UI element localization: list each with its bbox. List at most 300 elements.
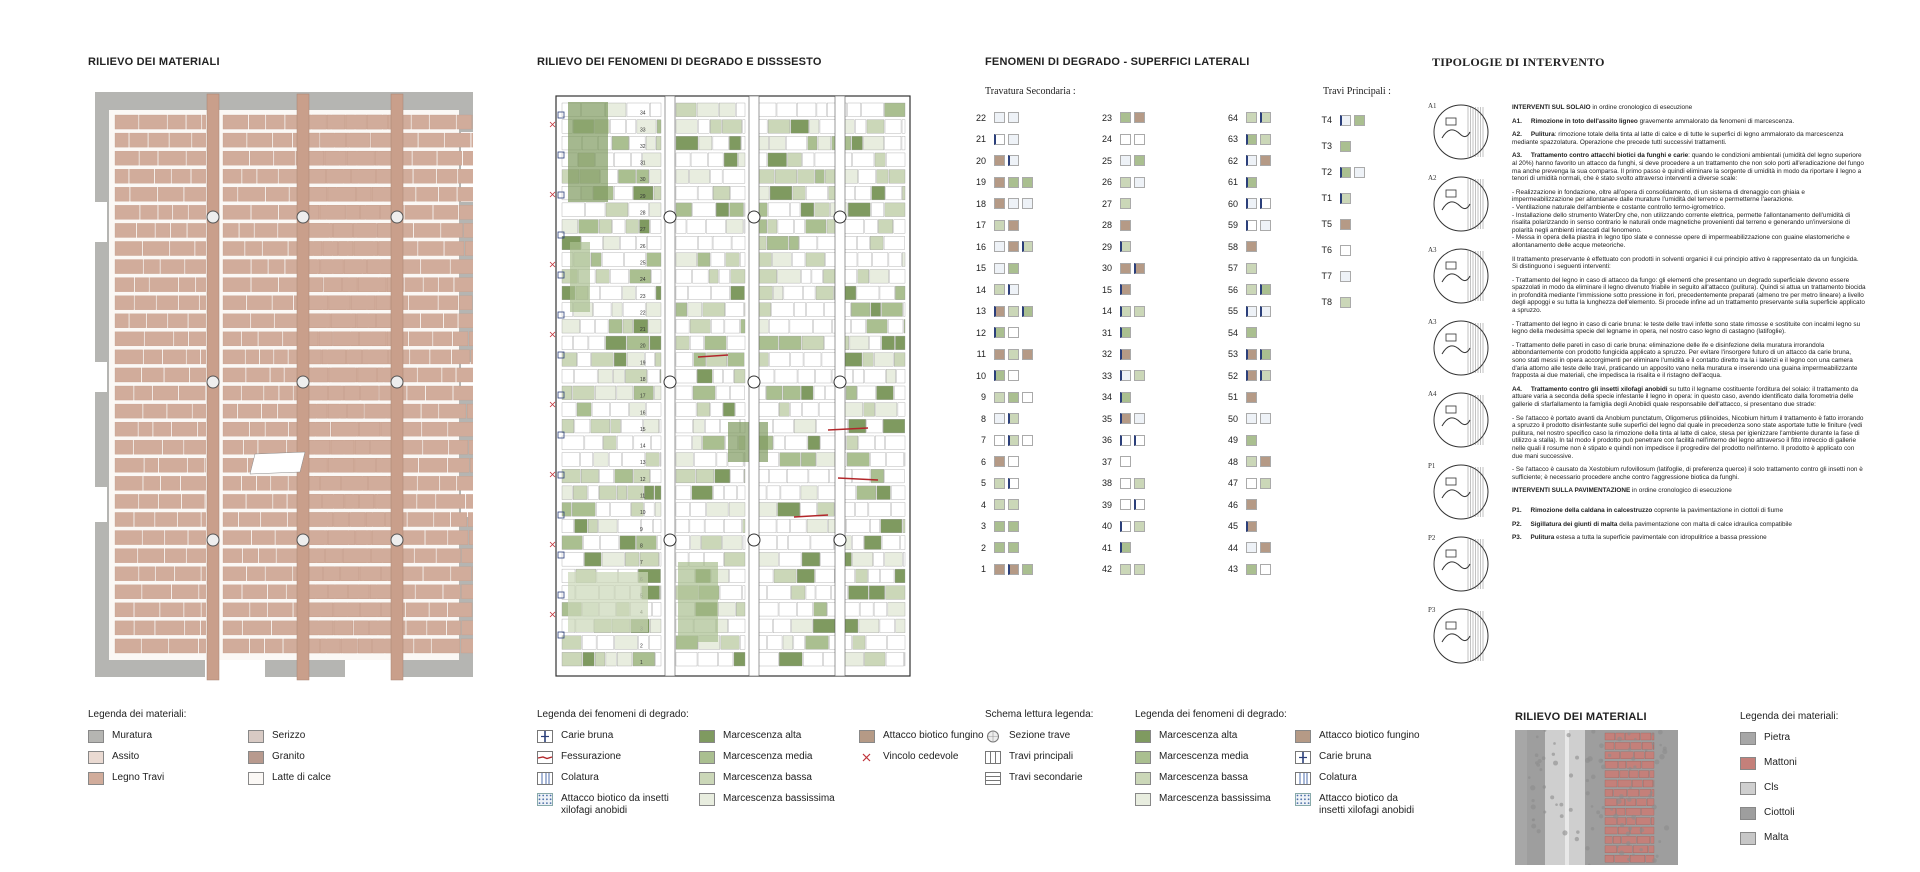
mattone <box>1620 771 1628 778</box>
travatura-number: 13 <box>975 306 986 317</box>
legend-label: Muratura <box>112 730 153 741</box>
travatura-row <box>1310 159 1365 185</box>
degrado-box <box>1120 435 1131 446</box>
joist-board <box>277 549 299 563</box>
degrado-box <box>1022 392 1033 403</box>
joist-board <box>846 519 869 533</box>
joist-board <box>562 203 585 217</box>
joist-board <box>787 469 808 483</box>
joist-board <box>738 486 745 500</box>
joist-board <box>801 203 814 217</box>
joist-board <box>223 440 243 454</box>
ciottolo <box>1596 810 1600 814</box>
joist-board <box>853 469 870 483</box>
mattone <box>1641 808 1654 815</box>
joist-board <box>870 236 883 250</box>
joist-board <box>851 303 870 317</box>
joist-board <box>143 531 164 545</box>
travatura-row <box>1090 172 1145 194</box>
joist-number: 8 <box>640 543 643 550</box>
mattone <box>1605 799 1617 806</box>
travatura-number: 19 <box>975 177 986 188</box>
degrado-box <box>994 413 1005 424</box>
legend-label: Serizzo <box>272 730 306 741</box>
joist-board <box>115 531 142 545</box>
joist-board <box>864 536 881 550</box>
joist-board <box>173 205 187 219</box>
joist-board <box>889 253 901 267</box>
joist-board <box>223 404 237 418</box>
joist-board <box>438 151 462 165</box>
joist-board <box>115 115 138 129</box>
joist-board <box>426 531 448 545</box>
degrado-box <box>1246 478 1257 489</box>
legend-schema <box>985 709 1115 785</box>
joist-board <box>778 269 801 283</box>
joist-board <box>579 220 599 234</box>
travatura-number: 14 <box>975 284 986 295</box>
joist-board <box>734 369 745 383</box>
joist-board <box>849 586 869 600</box>
intervento-code: P2 <box>1428 534 1436 542</box>
joist-board <box>859 436 874 450</box>
joist-board <box>156 621 185 635</box>
sezione-trave-icon <box>985 730 1001 743</box>
degrado-box <box>1134 521 1145 532</box>
travatura-row <box>964 150 1033 172</box>
joist-board <box>889 170 905 184</box>
joist-board <box>804 353 821 367</box>
joist-board <box>676 303 687 317</box>
degrado-box <box>1246 435 1257 446</box>
degrado-box <box>994 134 1005 145</box>
joist-board <box>360 205 379 219</box>
joist-board <box>458 169 473 183</box>
joist-board <box>688 303 702 317</box>
joist-board <box>676 386 692 400</box>
joist-board <box>591 253 601 267</box>
travatura-number: 15 <box>975 263 986 274</box>
joist-board <box>780 453 801 467</box>
joist-board <box>562 652 582 666</box>
legend-label: Carie bruna <box>1319 751 1372 762</box>
joist-board <box>591 419 610 433</box>
ciottolo <box>1530 785 1535 790</box>
joist-board <box>706 220 725 234</box>
joist-board <box>562 636 581 650</box>
joist-board <box>844 652 863 666</box>
ciottolo <box>1531 824 1536 829</box>
joist-board <box>894 386 905 400</box>
joist-board <box>358 368 377 382</box>
joist-board <box>756 552 778 566</box>
mattone <box>1628 789 1639 796</box>
travatura-number: 34 <box>1101 392 1112 403</box>
travatura-number: 2 <box>980 542 986 553</box>
joist-board <box>770 186 792 200</box>
joist-board <box>885 120 901 134</box>
joist-board <box>201 350 206 364</box>
joist-board <box>269 260 285 274</box>
joist-board <box>367 260 394 274</box>
joist-board <box>445 241 464 255</box>
legend-materiali-item <box>248 730 398 743</box>
travatura-row <box>1310 133 1365 159</box>
ciottolo <box>1658 730 1663 735</box>
joist-board <box>865 220 878 234</box>
joist-board <box>814 386 825 400</box>
interventi-text: INTERVENTI SUL SOLAIO in ordine cronologico di esecuzione A1. Rimozione in toto dell'assito ligneo gravemente ammalorato da fenomeni di marcescenza. A2. Pulitura: rimozione totale della tinta al latte di calce e di tutte le superfici di legno ammalorato da marcescenza mediante spazzolatura. Operazione che precede tutti successivi trattamenti. A3. Trattamento contro attacchi biotici da funghi e carie: quando le condizioni ambientali (umidità del legno superiore al 20%) hanno favorito un attacco da funghi, si deve procedere a un trattamento che non solo porti all'eradicazione del fungo ma anche prevenga la sua comparsa. Il primo passo è quindi eliminare la sorgente di umidità in modo da riportare il legno a tenori di umidità normali, che è stato svolto attraverso interventi a diverse scale: - Realizzazione in fondazione, oltre all'opera di consolidamento, di un sistema di drenaggio con ghiaia e impermeabilizzazione per allontanare dalle murature l'umidità del terreno e permetterne l'aerazione. - Ventilazione naturale dell'ambiente e costante controllo termo-igrometrico. - Installazione dello strumento WaterDry che, non utilizzando corrente elettrica, permette l'allontanamento dell'umidità di risalita polarizzando in senso contrario le naturali onde magnetiche provenienti dal terreno e generando un'inversione di polarità negli ambienti intaccati dal fenomeno. - Messa in opera della piastra in legno tipo slate e connesse opere di impermeabilizzazione con guaine elastomeriche e allontanamento delle acque meteoriche. Il trattamento preservante è effettuato con prodotti in solventi organici il cui principio attivo è rappresentato da un fungicida. Si distinguono i seguenti interventi: - Trattamento del legno in caso di attacco da fungo: gli elementi che presentano un degrado superficiale devono essere spazzolati in modo da eliminare il legno divenuto friabile in seguito all'attacco (pulitura). Quindi si attua un trattamento biocida in profondità mediante l'immissione sotto pressione in fori, precedentemente preparati (almeno tre per metro lineare) a livello degli appoggi e su tutta la lunghezza dell'elemento. Si procede infine ad un trattamento preservante sulla superficie applicato a spruzzo. - Trattamento del legno in caso di carie bruna: le teste delle travi infette sono state rimosse e sostituite con incalmi legno su legno della medesima specie del legname in opera, nel nostro caso legno di castagno (latifoglie). - Trattamento delle pareti in caso di carie bruna: eliminazione delle ife e disinfezione della muratura irrorandola abbondantemente con prodotto fungicida applicato a spruzzo. Per evitare l'insorgere futuro di un attacco da carie bruna, sono stati messi in opera accorgimenti per eliminare l'umidità e il contatto diretto tra la i laterizi e il legno con una camera d'aria attorno alle teste delle travi, praticando un apposito vano nella muratura e inserendo una guaina impermeabilizzante frapposta ai due materiali, che impedisca la risalita e il ristagno dell'acqua. A4. Trattamento contro gli insetti xilofagi anobidi su tutto il legname costituente l'orditura del solaio: il trattamento da attuare varia a seconda della specie infestante il legno in opera: in questo caso, avendo identificato dalla forometria delle gallerie di sfarfallamento la famiglia degli Anobiidi quale responsabile dell'attacco, si presentano due strade: - Se l'attacco è portato avanti da Anobium punctatum, Oligomerus ptilinoides, Nicobium hirtum il trattamento è fatto irrorando a spruzzo il prodotto disinfestante sulle superfici del legno dal quale in precedenza sono state asportate tutte le finiture (vedi pulitura, nel nostro specifico caso la rimozione della tinta al latte di calce, stesa per igienizzare l'ambiente durante la fase di utilizzo a stalla). In tal modo il prodotto può penetrare con facilità nell'interno del legno attraverso il fitto intreccio di gallerie nelle quali il rosume non è stipato e quindi non impedisce il progredire del prodotto nell'interno. Il prodotto è applicato con due mani successive. - Se l'attacco è causato da Xestobium rufovillosum (latifoglie, di preferenza querce) il solo trattamento contro gli insetti non è sufficiente; è necessario procedere anche contro l'aggressione biotica da funghi. INTERVENTI SULLA PAVIMENTAZIONE in ordine cronologico di esecuzione P1. Rimozione della caldana in calcestruzzo coprente la pavimentazione in ciottoli di fiume P2. Sigillatura dei giunti di malta della pavimentazione con malta di calce idraulica compatibile P3. Pulitura estesa a tutta la superficie pavimentale con idropulitrice a bassa pressione <box>1512 104 1866 542</box>
joist-board <box>325 151 346 165</box>
travatura-number: 59 <box>1227 220 1238 231</box>
joist-board <box>115 151 139 165</box>
joist-board <box>713 369 723 383</box>
joist-number: 28 <box>640 210 646 217</box>
joist-board <box>243 585 267 599</box>
degrado-box <box>994 478 1005 489</box>
title-rilievo-fenomeni: RILIEVO DEI FENOMENI DI DEGRADO E DISSSESTO <box>537 56 822 68</box>
joist-board <box>744 220 745 234</box>
travi-secondarie-icon <box>985 772 1001 785</box>
joist-board <box>409 296 437 310</box>
joist-board <box>448 531 468 545</box>
joist-board <box>723 536 743 550</box>
joist-board <box>459 296 472 310</box>
ciottolo <box>1601 759 1604 762</box>
joist-board <box>716 619 727 633</box>
travatura-row <box>1216 344 1271 366</box>
joist-board <box>223 639 249 653</box>
joist-board <box>578 353 591 367</box>
joist-board <box>195 241 205 255</box>
joist-board <box>247 567 264 581</box>
joist-board <box>852 319 866 333</box>
ciottolo <box>1559 803 1563 807</box>
joist-board <box>346 115 366 129</box>
joist-board <box>895 336 905 350</box>
ciottolo <box>1538 759 1542 763</box>
joist-board <box>620 236 635 250</box>
joist-board <box>870 453 885 467</box>
legend-degrado-item <box>699 793 849 817</box>
mattone <box>1637 799 1647 806</box>
travatura-row <box>1090 537 1145 559</box>
joist-board <box>261 512 287 526</box>
degrado-box <box>1340 245 1351 256</box>
joist-board <box>713 186 730 200</box>
degrado-zone <box>568 102 608 202</box>
joist-board <box>676 136 698 150</box>
joist-board <box>134 386 151 400</box>
joist-board <box>115 205 139 219</box>
joist-board <box>696 469 714 483</box>
title-tipologie: TIPOLOGIE DI INTERVENTO <box>1432 55 1605 69</box>
legend-label: Legno Travi <box>112 772 165 783</box>
degrado-box <box>1008 263 1019 274</box>
joist-board <box>179 386 205 400</box>
degrado-box <box>1340 219 1351 230</box>
joist-board <box>238 404 261 418</box>
joist-board <box>627 336 649 350</box>
ciottolo <box>1569 808 1573 812</box>
joist-board <box>797 569 814 583</box>
joist-board <box>422 422 447 436</box>
joist-board <box>852 536 863 550</box>
intervento-circle <box>1434 393 1488 447</box>
degrado-box <box>1134 564 1145 575</box>
joist-board <box>268 585 286 599</box>
legend-label: Latte di calce <box>272 772 331 783</box>
joist-board <box>627 103 649 117</box>
joist-board <box>655 353 661 367</box>
travatura-row <box>964 408 1033 430</box>
joist-board <box>656 136 661 150</box>
degrado-box <box>1120 284 1131 295</box>
joist-board <box>870 269 889 283</box>
joist-board <box>606 652 616 666</box>
legend-degrado-2-item <box>1295 751 1425 764</box>
joist-board <box>644 503 654 517</box>
joist-board <box>790 203 800 217</box>
joist-board <box>598 369 612 383</box>
joist-number: 34 <box>640 110 646 117</box>
joist-board <box>711 253 725 267</box>
degrado-box <box>1246 413 1257 424</box>
joist-board <box>717 453 727 467</box>
joist-board <box>562 436 584 450</box>
joist-board <box>405 205 433 219</box>
sezione-trave <box>207 211 219 223</box>
travatura-row <box>1090 193 1145 215</box>
joist-board <box>239 512 260 526</box>
joist-board <box>223 494 245 508</box>
joist-board <box>323 241 338 255</box>
joist-board <box>370 585 390 599</box>
travatura-row <box>1216 215 1271 237</box>
joist-board <box>774 569 796 583</box>
joist-board <box>163 440 183 454</box>
legend-label: Attacco biotico da insetti xilofagi anobidi <box>561 793 669 816</box>
joist-board <box>676 103 696 117</box>
joist-board <box>464 223 473 237</box>
joist-board <box>271 476 287 490</box>
ciottolo <box>1531 799 1534 802</box>
joist-board <box>847 436 858 450</box>
joist-board <box>701 536 721 550</box>
joist-board <box>115 314 128 328</box>
joist-board <box>734 652 745 666</box>
joist-board <box>647 236 661 250</box>
joist-board <box>243 549 258 563</box>
travatura-row <box>964 236 1033 258</box>
travatura-number: 61 <box>1227 177 1238 188</box>
joist-board <box>454 386 473 400</box>
joist-board <box>767 236 788 250</box>
travatura-number: 42 <box>1101 564 1112 575</box>
sezione-trave <box>664 211 676 223</box>
joist-board <box>352 169 376 183</box>
joist-board <box>247 494 273 508</box>
joist-board <box>858 269 869 283</box>
legend-swatch <box>1135 772 1151 785</box>
joist-board <box>650 170 661 184</box>
joist-board <box>472 567 473 581</box>
ciottolo <box>1553 742 1556 745</box>
ciottolo <box>1620 823 1624 827</box>
joist-board <box>174 332 188 346</box>
joist-board <box>800 236 817 250</box>
joist-board <box>617 652 632 666</box>
degrado-box <box>1008 220 1019 231</box>
joist-board <box>808 136 817 150</box>
joist-board <box>713 486 723 500</box>
joist-board <box>360 567 381 581</box>
joist-board <box>729 503 745 517</box>
plan-rilievo-materiali <box>95 92 473 682</box>
mattone <box>1649 846 1654 853</box>
joist-board <box>465 241 473 255</box>
joist-board <box>472 133 473 147</box>
sezione-trave <box>297 376 309 388</box>
joist-board <box>418 241 443 255</box>
joist-board <box>772 303 793 317</box>
joist-board <box>349 512 365 526</box>
joist-board <box>627 120 636 134</box>
joist-board <box>172 585 198 599</box>
joist-board <box>816 369 831 383</box>
joist-board <box>595 319 608 333</box>
joist-board <box>202 603 206 617</box>
joist-board <box>816 586 830 600</box>
joist-board <box>885 103 905 117</box>
joist-number: 27 <box>640 227 646 234</box>
joist-board <box>802 153 813 167</box>
joist-board <box>648 369 660 383</box>
degrado-box <box>994 564 1005 575</box>
travatura-number: 49 <box>1227 435 1238 446</box>
ciottolo <box>1602 806 1605 809</box>
legend-degrado-item <box>859 730 999 743</box>
joist-board <box>185 187 206 201</box>
legend-label: Assito <box>112 751 140 762</box>
joist-board <box>791 519 806 533</box>
sezione-trave <box>391 534 403 546</box>
travatura-row <box>1216 559 1271 581</box>
ciottolo <box>1552 753 1555 756</box>
joist-board <box>444 314 457 328</box>
joist-board <box>410 350 429 364</box>
carie-bruna-icon <box>1295 751 1311 764</box>
plan-rilievo-fenomeni <box>548 92 918 682</box>
joist-board <box>324 567 340 581</box>
joist-board <box>115 440 133 454</box>
travatura-row <box>964 129 1033 151</box>
joist-board <box>187 115 201 129</box>
joist-board <box>135 296 156 310</box>
joist-board <box>154 422 171 436</box>
joist-board <box>654 386 661 400</box>
joist-board <box>414 169 436 183</box>
legend-label: Marcescenza alta <box>1159 730 1238 741</box>
joist-board <box>719 652 733 666</box>
joist-board <box>721 636 739 650</box>
joist-board <box>262 404 277 418</box>
joist-board <box>657 536 661 550</box>
joist-board <box>592 403 610 417</box>
joist-board <box>650 220 661 234</box>
travatura-row <box>1216 430 1271 452</box>
joist-board <box>886 369 895 383</box>
travatura-row <box>964 301 1033 323</box>
mattone <box>1613 836 1621 843</box>
ciottolo <box>1586 791 1590 795</box>
travatura-number: 46 <box>1227 499 1238 510</box>
ciottolo <box>1627 797 1632 802</box>
joist-board <box>698 253 710 267</box>
joist-board <box>334 621 353 635</box>
joist-board <box>376 296 390 310</box>
joist-board <box>130 133 148 147</box>
legend-swatch <box>699 793 715 806</box>
legend-label: Pietra <box>1764 732 1791 743</box>
joist-board <box>728 353 744 367</box>
travatura-number: 10 <box>975 370 986 381</box>
travatura-row <box>964 344 1033 366</box>
joist-board <box>273 494 286 508</box>
mattone <box>1642 742 1652 749</box>
degrado-box <box>1246 198 1257 209</box>
joist-board <box>652 269 661 283</box>
degrado-box <box>1120 349 1131 360</box>
joist-board <box>660 453 661 467</box>
joist-board <box>766 386 782 400</box>
joist-board <box>165 368 189 382</box>
ciottolo <box>1553 761 1558 766</box>
joist-board <box>584 552 601 566</box>
fessurazione-icon <box>537 751 553 764</box>
joist-board <box>577 403 591 417</box>
legend-schema-title: Schema lettura legenda: <box>985 709 1094 720</box>
ciottolo <box>1651 742 1654 745</box>
mattone <box>1626 808 1640 815</box>
joist-board <box>613 369 624 383</box>
legend-degrado-item <box>699 772 849 785</box>
joist-board <box>644 419 659 433</box>
travatura-number: 51 <box>1227 392 1238 403</box>
legend-materiali-2-item <box>1740 732 1830 745</box>
joist-board <box>250 151 273 165</box>
travatura-row <box>1216 129 1271 151</box>
travatura-row <box>1216 107 1271 129</box>
joist-number: 24 <box>640 277 646 284</box>
degrado-box <box>1260 220 1271 231</box>
travatura-row <box>1090 236 1145 258</box>
joist-board <box>562 503 571 517</box>
joist-board <box>468 512 473 526</box>
joist-board <box>223 531 251 545</box>
joist-board <box>266 422 288 436</box>
joist-board <box>778 503 800 517</box>
ciottolo <box>1613 813 1618 818</box>
joist-board <box>453 332 468 346</box>
joist-board <box>268 603 292 617</box>
legend-swatch <box>88 751 104 764</box>
joist-board <box>716 386 729 400</box>
travatura-number: 12 <box>975 327 986 338</box>
joist-board <box>689 286 711 300</box>
joist-board <box>655 486 661 500</box>
ciottolo <box>1560 814 1564 818</box>
